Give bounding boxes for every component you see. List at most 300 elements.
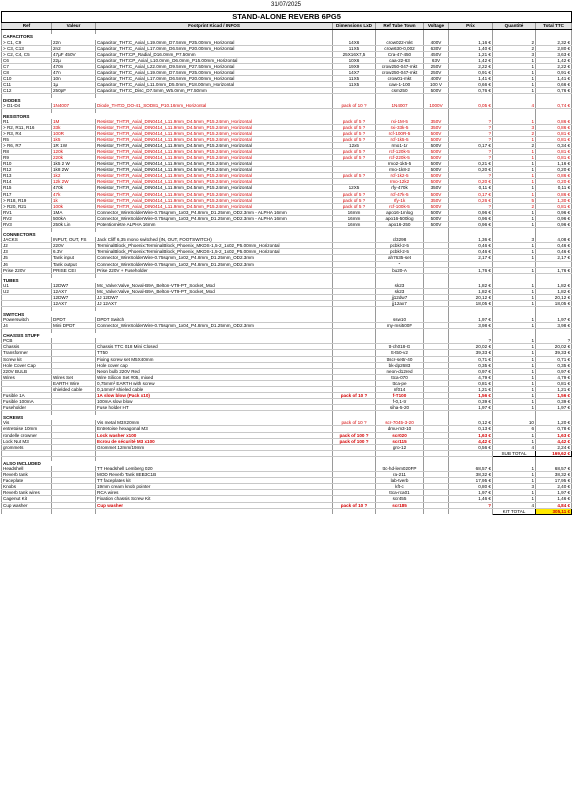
cell-fp: 100mA slow blow <box>96 398 333 404</box>
cell-tt: ttscr-settr-40 <box>376 356 424 362</box>
cell-tt: rcf-1k5-5 <box>376 137 424 143</box>
cell-ref: grommets <box>2 444 52 450</box>
cell-ref: Vis <box>2 420 52 426</box>
cell-tt: rfy-470k <box>376 185 424 191</box>
cell-val: 6.3V <box>52 249 96 255</box>
cell-fp: DPDT Switch <box>96 317 333 323</box>
bom-table <box>1 11 572 515</box>
empty-cell <box>449 508 493 514</box>
cell-total: 1,30 € <box>536 197 572 203</box>
cell-prix: 0,35 € <box>449 362 493 368</box>
column-header: Ref <box>2 23 52 30</box>
cell-fp: Wire Silicon Set #05, mixed <box>96 374 333 380</box>
cell-fp: Chassis TTC 018 Mini Closed <box>96 344 333 350</box>
cell-prix: 1,82 € <box>449 283 493 289</box>
cell-volt: 500V <box>424 87 449 93</box>
cell-volt: 350V <box>424 185 449 191</box>
cell-total: ? <box>536 338 572 344</box>
cell-tt: pcbkl-2-5 <box>376 249 424 255</box>
cell-total: 4,79 € <box>536 374 572 380</box>
cell-volt: 500V <box>424 191 449 197</box>
cell-qty: 3 <box>493 237 536 243</box>
cell-fp: Fuse holder HT <box>96 404 333 410</box>
cell-ref: Fusible 1A <box>2 392 52 398</box>
cell-total: 0,46 € <box>536 243 572 249</box>
cell-total: 68,57 € <box>536 466 572 472</box>
cell-tt: ttca-pe <box>376 380 424 386</box>
cell-val: 22µ <box>52 57 96 63</box>
cell-fp: Prise 220V + Fuseholder <box>96 267 333 273</box>
cell-prix: 0,80 € <box>449 484 493 490</box>
cell-qty: 2 <box>493 40 536 46</box>
cell-dim: pack of 10 ? <box>333 502 376 508</box>
cell-prix: 1,97 € <box>449 490 493 496</box>
cell-ref: J5 <box>2 255 52 261</box>
cell-total: 1,21 € <box>536 386 572 392</box>
cell-total: 0,11 € <box>536 185 572 191</box>
cell-ref: rondelle crowner <box>2 432 52 438</box>
cell-total: 17,95 € <box>536 478 572 484</box>
cell-fp: 1A slow blow (Pack x10) <box>96 392 333 398</box>
cell-qty: 1 <box>493 478 536 484</box>
cell-fp: Potentiomètre ALPHA 16mm <box>96 221 333 227</box>
cell-ref: Powerswitch <box>2 317 52 323</box>
cell-ref: R13 <box>2 173 52 179</box>
cell-val: 1k8 2W <box>52 167 96 173</box>
column-header: Quantité <box>493 23 536 30</box>
empty-cell <box>376 508 424 514</box>
cell-tt: rmo1-1r <box>376 143 424 149</box>
cell-prix: 1,82 € <box>449 289 493 295</box>
cell-tt: apo16-1mlog <box>376 209 424 215</box>
cell-prix: 1,76 € <box>449 267 493 273</box>
cell-prix: 0,17 € <box>449 143 493 149</box>
cell-fp: Resistor_THT:R_Axial_DIN0414_L11.9mm_D4.5mm_P15.24mm_Horizontal <box>96 185 333 191</box>
cell-total: 0,86 € <box>536 173 572 179</box>
cell-fp: Resistor_THT:R_Axial_DIN0414_L11.9mm_D4.5mm_P15.24mm_Horizontal <box>96 173 333 179</box>
section-title: TUBES <box>2 278 333 284</box>
cell-tt: crow01-mkt <box>376 75 424 81</box>
cell-total: 1,97 € <box>536 490 572 496</box>
cell-qty: 1 <box>493 161 536 167</box>
cell-prix: 68,57 € <box>449 466 493 472</box>
cell-prix: 1,97 € <box>449 404 493 410</box>
cell-fp: Capacitor_THT:C_Axial_L22.0mm_D9.5mm_P27.50mm_Horizontal <box>96 63 333 69</box>
cell-qty: 1 <box>493 249 536 255</box>
cell-val: 470n <box>52 63 96 69</box>
cell-prix: 39,33 € <box>449 350 493 356</box>
column-header: Prix <box>449 23 493 30</box>
cell-fp: Resistor_THT:R_Axial_DIN0414_L11.9mm_D4.5mm_P15.24mm_Horizontal <box>96 203 333 209</box>
cell-dim: 25X16X7,5 <box>333 51 376 57</box>
cell-dim: pack of 5 ? <box>333 137 376 143</box>
cell-ref: RV2 <box>2 215 52 221</box>
cell-qty: 1 <box>493 87 536 93</box>
cell-tt: scr-7045-3-20 <box>376 420 424 426</box>
cell-fp: Jack Cliff 6,35 mono switched (IN, OUT, FOOTSWITCH) <box>96 237 333 243</box>
cell-fp: Resistor_THT:R_Axial_DIN0414_L11.9mm_D4.5mm_P15.24mm_Horizontal <box>96 197 333 203</box>
cell-total: 0,86 € <box>536 119 572 125</box>
cell-val: 2n2 <box>52 45 96 51</box>
cell-dim: pack of 5 ? <box>333 155 376 161</box>
cell-fp: Connector_WireSolderWire-0.75sqmm_1x03_P4.8mm_D1.25mm_OD2.3mm - ALPHA 16mm <box>96 209 333 215</box>
cell-fp: Ecrou de sécurité M3 x100 <box>96 438 333 444</box>
cell-qty: 1 <box>493 255 536 261</box>
section-title: ALSO INCLUDED <box>2 461 333 467</box>
cell-prix: 3,98 € <box>449 322 493 328</box>
cell-val: Mini DPDT <box>52 322 96 328</box>
cell-qty: 3 <box>493 51 536 57</box>
cell-volt: 500V <box>424 143 449 149</box>
cell-fp: Capacitor_THT:C_Axial_L19.0mm_D7.5mm_P25.00mm_Horizontal <box>96 69 333 75</box>
cell-prix: ? <box>449 155 493 161</box>
cell-qty: 1 <box>493 81 536 87</box>
cell-total: 0,81 € <box>536 155 572 161</box>
cell-ref: > C1, C9 <box>2 40 52 46</box>
cell-qty: 3 <box>493 125 536 131</box>
cell-total: 1,20 € <box>536 420 572 426</box>
kit-total-row <box>2 508 572 514</box>
cell-prix: 1,97 € <box>449 317 493 323</box>
cell-total: 0,96 € <box>536 209 572 215</box>
cell-total: 0,39 € <box>536 398 572 404</box>
cell-prix: 1,36 € <box>449 237 493 243</box>
cell-ref: > C2, C4, C5 <box>2 51 52 57</box>
cell-val: DPDT <box>52 317 96 323</box>
cell-volt: 350V <box>424 125 449 131</box>
cell-dim: pack of 10 ? <box>333 392 376 398</box>
cell-qty: 1 <box>493 283 536 289</box>
cell-qty: 1 <box>493 404 536 410</box>
cell-prix: 0,20 € <box>449 167 493 173</box>
cell-total: 4,42 € <box>536 438 572 444</box>
cell-fp: TerminalBlock_Phoenix:TerminalBlock_Phoenix_MKDS-1,5-2_1x02_P5.00mm_Horizontal <box>96 243 333 249</box>
empty-cell <box>333 508 376 514</box>
cell-volt: 350V <box>424 119 449 125</box>
cell-total: 3,98 € <box>536 322 572 328</box>
cell-volt: 350V <box>424 197 449 203</box>
section-title: CONNECTORS <box>2 232 333 238</box>
cell-fp: Resistor_THT:R_Axial_DIN0414_L11.9mm_D4.5mm_P15.24mm_Horizontal <box>96 125 333 131</box>
cell-tt: ttca-070 <box>376 374 424 380</box>
cell-qty: 4 <box>493 103 536 109</box>
cell-tt: siha-5-20 <box>376 404 424 410</box>
cell-qty: 1 <box>493 301 536 307</box>
cell-val: 1k2 <box>52 173 96 179</box>
cell-val: 100R <box>52 131 96 137</box>
cell-ref: Fusible 100mA <box>2 398 52 404</box>
cell-val: 1M <box>52 119 96 125</box>
cell-prix: 0,96 € <box>449 221 493 227</box>
empty-cell <box>2 508 52 514</box>
cell-qty: 1 <box>493 185 536 191</box>
cell-prix: 20,02 € <box>449 344 493 350</box>
section-title: SCREWS <box>2 415 333 421</box>
cell-prix: 38,32 € <box>449 472 493 478</box>
cell-ref: Cup washer <box>2 502 52 508</box>
cell-qty: 1 <box>493 57 536 63</box>
cell-volt: 400V <box>424 40 449 46</box>
cell-prix: ? <box>449 131 493 137</box>
cell-tt: rcf-1k2-5 <box>376 173 424 179</box>
cell-tt: Cra-47-450 <box>376 51 424 57</box>
cell-qty: 1 <box>493 191 536 197</box>
cell-tt: rmo-1k8-2 <box>376 167 424 173</box>
cell-ref: > R18, R19 <box>2 197 52 203</box>
column-header: Footprint Kicad / INFOS <box>96 23 333 30</box>
cell-ref: Reverb tank <box>2 472 52 478</box>
cell-fp: Capacitor_THT:C_Axial_L11.0mm_D5.0mm_P18.00mm_Horizontal <box>96 81 333 87</box>
cell-qty: 1 <box>493 179 536 185</box>
cell-qty: 1 <box>493 338 536 344</box>
cell-val: 12DW7 <box>52 283 96 289</box>
cell-dim: pack of 5 ? <box>333 131 376 137</box>
cell-dim: 12X5 <box>333 185 376 191</box>
cell-total: 0,35 € <box>536 362 572 368</box>
cell-volt: 100 V <box>424 81 449 87</box>
cell-prix: 4,42 € <box>449 438 493 444</box>
cell-fp: Grommet 12mm/19mm <box>96 444 333 450</box>
cell-ref: J2 <box>2 243 52 249</box>
cell-volt: 500V <box>424 173 449 179</box>
cell-val: 47n <box>52 69 96 75</box>
cell-qty: 1 <box>493 432 536 438</box>
section-title: SWITCHS <box>2 311 333 317</box>
cell-prix: 2,22 € <box>449 63 493 69</box>
cell-tt: " <box>376 261 424 267</box>
cell-val: 10n <box>52 75 96 81</box>
cell-tt: apo16-250 <box>376 221 424 227</box>
cell-tt: bu20-A <box>376 267 424 273</box>
cell-total: 2,24 € <box>536 444 572 450</box>
cell-ref: RV3 <box>2 221 52 227</box>
subtotal-label: SUB TOTAL <box>493 450 536 456</box>
cell-fp: 0,14mm² shieled cable <box>96 386 333 392</box>
cell-qty: 1 <box>493 490 536 496</box>
subtotal-value: 169,62 € <box>536 450 572 456</box>
cell-tt: jj12ax7 <box>376 301 424 307</box>
cell-volt: 250V <box>424 69 449 75</box>
cell-prix: 0,21 € <box>449 161 493 167</box>
cell-total: 1,63 € <box>536 432 572 438</box>
cell-qty: 10 <box>493 420 536 426</box>
cell-qty: 1 <box>493 344 536 350</box>
cell-prix: ? <box>449 203 493 209</box>
cell-ref: R5 <box>2 137 52 143</box>
cell-prix: 0,17 € <box>449 191 493 197</box>
cell-dim: 11X5 <box>333 81 376 87</box>
cell-total: 0,96 € <box>536 221 572 227</box>
cell-fp: Mc_Valve:Valve_Noval-B9A_Belton-VT9-PT_Socket_Mod <box>96 289 333 295</box>
cell-tt: crow250-047-mkt <box>376 63 424 69</box>
cell-qty: 2 <box>493 143 536 149</box>
cell-ref: Hole Cover Cap <box>2 362 52 368</box>
cell-ref: > R2, R11, R16 <box>2 125 52 131</box>
cell-prix: 1,56 € <box>449 392 493 398</box>
cell-fp: JJ 12AX7 <box>96 301 333 307</box>
cell-total: 0,71 € <box>536 356 572 362</box>
cell-prix: 0,26 € <box>449 197 493 203</box>
cell-prix: 0,66 € <box>449 81 493 87</box>
cell-prix: 0,46 € <box>449 249 493 255</box>
cell-ref: JACKS <box>2 237 52 243</box>
cell-qty: 1 <box>493 438 536 444</box>
cell-qty: 1 <box>493 472 536 478</box>
empty-cell <box>424 508 449 514</box>
cell-fp: Capacitor_THT:C_Axial_L19.0mm_D7.5mm_P25.00mm_Horizontal <box>96 40 333 46</box>
cell-fp: Cup washer <box>96 502 333 508</box>
cell-qty: 1 <box>493 374 536 380</box>
cell-ref: Prise 220V <box>2 267 52 273</box>
cell-total: 2,22 € <box>536 63 572 69</box>
cell-qty: 4 <box>493 502 536 508</box>
cell-prix: 20,12 € <box>449 295 493 301</box>
cell-volt: 500V <box>424 161 449 167</box>
document-date: 31/07/2025 <box>270 2 302 8</box>
page-title: STAND-ALONE REVERB 6PG5 <box>2 12 572 23</box>
empty-cell <box>96 508 333 514</box>
cell-total: 0,96 € <box>536 215 572 221</box>
cell-qty: 1 <box>493 368 536 374</box>
cell-val: 12DW7 <box>52 295 96 301</box>
cell-volt: 63V <box>424 57 449 63</box>
cell-prix: 17,95 € <box>449 478 493 484</box>
cell-total: 1,97 € <box>536 404 572 410</box>
cell-volt: 500V <box>424 149 449 155</box>
cell-qty: 2 <box>493 131 536 137</box>
cell-dim: 14X6 <box>333 40 376 46</box>
cell-dim: pack of 100 ? <box>333 438 376 444</box>
cell-fp: TT50 <box>96 350 333 356</box>
cell-total: 39,33 € <box>536 350 572 356</box>
cell-prix: 18,05 € <box>449 301 493 307</box>
cell-prix: 0,96 € <box>449 209 493 215</box>
cell-total: 2,40 € <box>536 484 572 490</box>
cell-prix: 0,11 € <box>449 185 493 191</box>
cell-fp: Mc_Valve:Valve_Noval-B9A_Belton-VT9-PT_Socket_Mod <box>96 283 333 289</box>
cell-tt: f-T100 <box>376 392 424 398</box>
cell-qty: 4 <box>493 444 536 450</box>
cell-val: 1k <box>52 197 96 203</box>
cell-qty: 1 <box>493 215 536 221</box>
cell-prix: 1,41 € <box>449 75 493 81</box>
cell-total: 2,80 € <box>536 45 572 51</box>
cell-total: 4,08 € <box>536 237 572 243</box>
cell-fp: JJ 12DW7 <box>96 295 333 301</box>
cell-prix: 0,05 € <box>449 103 493 109</box>
cell-tt: my-msi500F <box>376 322 424 328</box>
cell-fp: Lock washer x100 <box>96 432 333 438</box>
cell-volt: 500V <box>424 203 449 209</box>
cell-ref: R10 <box>2 161 52 167</box>
cell-val: 100k <box>52 203 96 209</box>
cell-qty: 1 <box>493 295 536 301</box>
cell-qty: 1 <box>493 69 536 75</box>
cell-dim: 11X5 <box>333 75 376 81</box>
cell-ref: Lock Nut M3 <box>2 438 52 444</box>
cell-val: 250k Lin <box>52 221 96 227</box>
cell-val: 220V <box>52 243 96 249</box>
cell-tt: ah7635-set <box>376 255 424 261</box>
cell-ref: Faceplate <box>2 478 52 484</box>
cell-val: 47µF 450V <box>52 51 96 57</box>
cell-tt: rcf-120k-5 <box>376 149 424 155</box>
section-title: DIODES <box>2 98 333 104</box>
cell-tt: jj12dw7 <box>376 295 424 301</box>
cell-volt: 500V <box>424 167 449 173</box>
cell-tt: cl3298 <box>376 237 424 243</box>
cell-dim: 14X7 <box>333 69 376 75</box>
cell-val: 12k 2W <box>52 179 96 185</box>
cell-val: 47k <box>52 191 96 197</box>
cell-tt: rxi-33k-5 <box>376 125 424 131</box>
cell-volt: 500V <box>424 137 449 143</box>
cell-tt: rcf-47k-5 <box>376 191 424 197</box>
cell-tt: scr115 <box>376 438 424 444</box>
cell-tt: sk23 <box>376 283 424 289</box>
cell-ref: U1 <box>2 283 52 289</box>
cell-tt: lab-tverb <box>376 478 424 484</box>
cell-tt: neon-d12red <box>376 368 424 374</box>
kit-total-value: 305,11 € <box>536 508 572 514</box>
cell-val: PRISE CEI <box>52 267 96 273</box>
cell-val: 1k5 <box>52 137 96 143</box>
cell-fp: RCA wires <box>96 490 333 496</box>
cell-qty: 1 <box>493 356 536 362</box>
cell-tt: bk-dp2683 <box>376 362 424 368</box>
cell-prix: 2,17 € <box>449 255 493 261</box>
cell-ref: Transformer <box>2 350 52 356</box>
cell-tt: ra-211 <box>376 472 424 478</box>
cell-ref: J3 <box>2 249 52 255</box>
cell-dim: pack of 5 ? <box>333 197 376 203</box>
cell-qty: 3 <box>493 484 536 490</box>
cell-ref: R12 <box>2 167 52 173</box>
cell-fp: Capacitor_THT:CP_Axial_L10.0mm_D6.0mm_P15.00mm_Horizontal <box>96 57 333 63</box>
cell-qty: 1 <box>493 243 536 249</box>
cell-fp: Connector_WireSolderWire-0.75sqmm_1x02_P4.8mm_D1.25mm_OD2.3mm <box>96 261 333 267</box>
cell-qty: 1 <box>493 322 536 328</box>
cell-dim: pack of 100 ? <box>333 432 376 438</box>
cell-qty: 5 <box>493 197 536 203</box>
cell-fp: Fixation chassis Screw Kit <box>96 496 333 502</box>
cell-dim: 16mm <box>333 209 376 215</box>
cell-dim: 10X6 <box>333 57 376 63</box>
cell-prix: 1,21 € <box>449 51 493 57</box>
cell-val: Tank output <box>52 261 96 267</box>
cell-tt: 1N4007 <box>376 103 424 109</box>
cell-prix: ? <box>449 502 493 508</box>
cell-tt: rcf-220k-5 <box>376 155 424 161</box>
section-title: CAPACITORS <box>2 34 333 40</box>
column-headers <box>2 23 572 30</box>
cell-dim: pack of 10 ? <box>333 103 376 109</box>
cell-volt: 500V <box>424 179 449 185</box>
cell-ref: Wires <box>2 374 52 380</box>
cell-fp: Diode_THT:D_DO-41_SOD81_P10.16mm_Horizontal <box>96 103 333 109</box>
cell-ref: R8 <box>2 149 52 155</box>
cell-total: 0,86 € <box>536 191 572 197</box>
cell-total: 0,78 € <box>536 426 572 432</box>
cell-volt: 1000V <box>424 103 449 109</box>
cell-total: 20,02 € <box>536 344 572 350</box>
cell-fp: Fixing screw set M5X40mm <box>96 356 333 362</box>
cell-tt: tt-t50-v2 <box>376 350 424 356</box>
cell-fp: Connector_WireSolderWire-0.75sqmm_1x02_P4.8mm_D1.25mm_OD2.3mm <box>96 255 333 261</box>
column-header: Valeur <box>52 23 96 30</box>
cell-tt: sk23 <box>376 289 424 295</box>
cell-tt: pcbkl-2-5 <box>376 243 424 249</box>
